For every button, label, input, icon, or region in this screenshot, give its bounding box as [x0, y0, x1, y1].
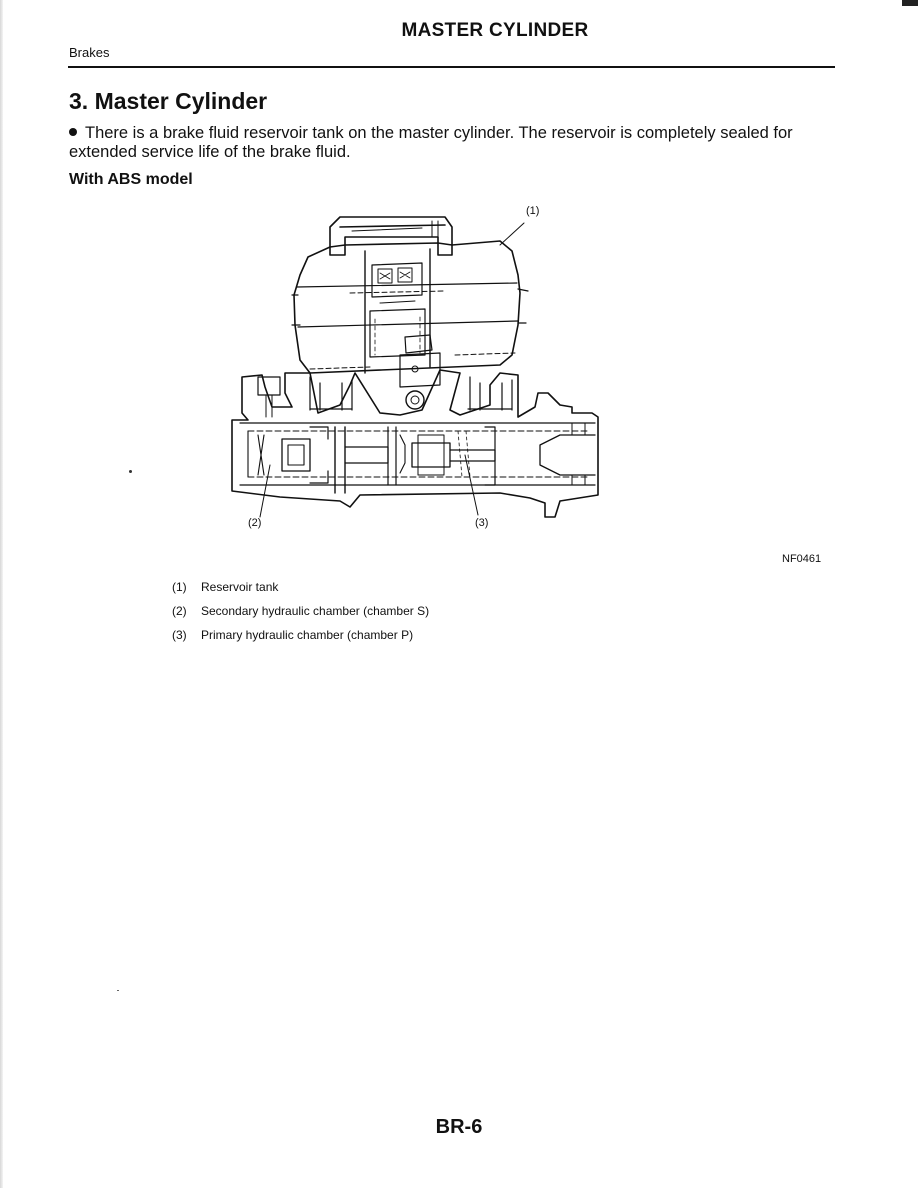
legend-item: (2) Secondary hydraulic chamber (chamber S)	[172, 604, 430, 618]
page-heading: 3. Master Cylinder	[69, 88, 268, 114]
master-cylinder-diagram	[200, 195, 620, 540]
scan-edge	[0, 0, 3, 1188]
intro-text: There is a brake fluid reservoir tank on the master cylinder. The reservoir is completely sealed for extended service life of the brake fluid.	[69, 124, 793, 161]
figure-legend	[172, 580, 429, 652]
bullet-icon	[69, 128, 77, 136]
callout-1-label: (1)	[526, 205, 540, 217]
corner-mark	[902, 0, 918, 6]
legend-item: (1) Reservoir tank	[172, 580, 279, 594]
callout-2-label: (2)	[248, 517, 262, 529]
reservoir-cap	[330, 217, 452, 255]
header-rule	[68, 66, 835, 68]
callout-1-leader	[500, 223, 524, 245]
subheading: With ABS model	[69, 171, 193, 188]
page-number: BR-6	[435, 1116, 483, 1138]
intro-paragraph	[69, 124, 841, 162]
callout-2-leader	[260, 465, 270, 517]
scan-speck	[129, 470, 132, 473]
section-label: Brakes	[69, 45, 110, 60]
callout-3-label: (3)	[475, 517, 489, 529]
scan-speck	[117, 990, 119, 991]
running-title: MASTER CYLINDER	[401, 20, 589, 41]
figure-id: NF0461	[782, 553, 822, 565]
legend-item: (3) Primary hydraulic chamber (chamber P)	[172, 628, 414, 642]
